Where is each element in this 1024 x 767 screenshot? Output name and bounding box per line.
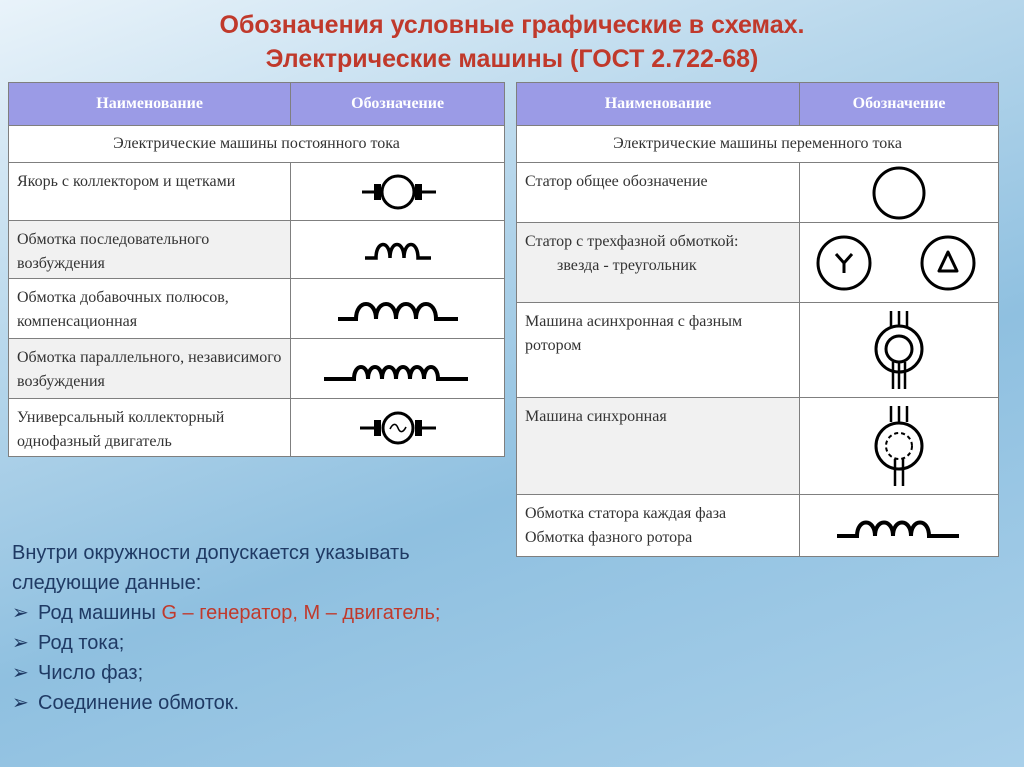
note-intro-2: следующие данные: (12, 572, 202, 594)
page-title (0, 8, 1024, 76)
row-name-extra: звезда - треугольник (557, 257, 697, 274)
note-intro-1: Внутри окружности допускается указывать (12, 542, 410, 564)
bullet-arrow-icon: ➢ (12, 602, 29, 624)
row-name-line: Статор с трехфазной обмоткой: (525, 233, 739, 250)
title-line-1: Обозначения условные графические в схемах. (219, 11, 805, 39)
armature-commutator-icon (291, 163, 505, 221)
bullet-arrow-icon: ➢ (12, 692, 29, 714)
stator-star-delta-icon (800, 223, 999, 303)
note-item-phases (12, 658, 572, 688)
section-ac: Электрические машины переменного тока (517, 126, 999, 163)
phase-winding-icon (800, 495, 999, 557)
note-item-current-type (12, 628, 572, 658)
note-letter-g: G (161, 602, 177, 624)
row-name (517, 223, 800, 303)
row-name: Машина асинхронная с фазным ротором (517, 303, 800, 398)
row-name: Обмотка последовательного возбуждения (9, 221, 291, 279)
dc-machines-table (8, 82, 505, 457)
bullet-arrow-icon: ➢ (12, 662, 29, 684)
note-item-connection (12, 688, 572, 718)
row-name: Универсальный коллекторный однофазный двигатель (9, 399, 291, 457)
row-name: Якорь с коллектором и щетками (9, 163, 291, 221)
col-header-name: Наименование (517, 83, 800, 126)
stator-general-icon (800, 163, 999, 223)
row-name: Обмотка добавочных полюсов, компенсационная (9, 279, 291, 339)
note-text: Число фаз; (38, 662, 144, 684)
row-name-extra: Обмотка фазного ротора (525, 529, 693, 546)
row-name: Обмотка параллельного, независимого возбуждения (9, 339, 291, 399)
note-item-machine-type (12, 598, 572, 628)
col-header-symbol: Обозначение (291, 83, 505, 126)
col-header-name: Наименование (9, 83, 291, 126)
universal-motor-icon (291, 399, 505, 457)
synchronous-machine-icon (800, 398, 999, 495)
section-dc: Электрические машины постоянного тока (9, 126, 505, 163)
note-text: Соединение обмоток. (38, 692, 240, 714)
row-name: Машина синхронная (517, 398, 800, 495)
note-text: Род тока; (38, 632, 125, 654)
col-header-symbol: Обозначение (800, 83, 999, 126)
note-text: Род машины (38, 602, 162, 624)
note-text-motor: – двигатель; (320, 602, 441, 624)
row-name: Статор общее обозначение (517, 163, 800, 223)
note-letter-m: М (303, 602, 321, 624)
shunt-winding-icon (291, 339, 505, 399)
title-line-2: Электрические машины (ГОСТ 2.722-68) (265, 45, 759, 73)
note-text-generator: – генератор, (177, 602, 304, 624)
interpole-winding-icon (291, 279, 505, 339)
induction-machine-wound-rotor-icon (800, 303, 999, 398)
row-name-line: Обмотка статора каждая фаза (525, 505, 727, 522)
note-block (12, 538, 572, 718)
ac-machines-table (516, 82, 999, 557)
series-winding-icon (291, 221, 505, 279)
bullet-arrow-icon: ➢ (12, 632, 29, 654)
